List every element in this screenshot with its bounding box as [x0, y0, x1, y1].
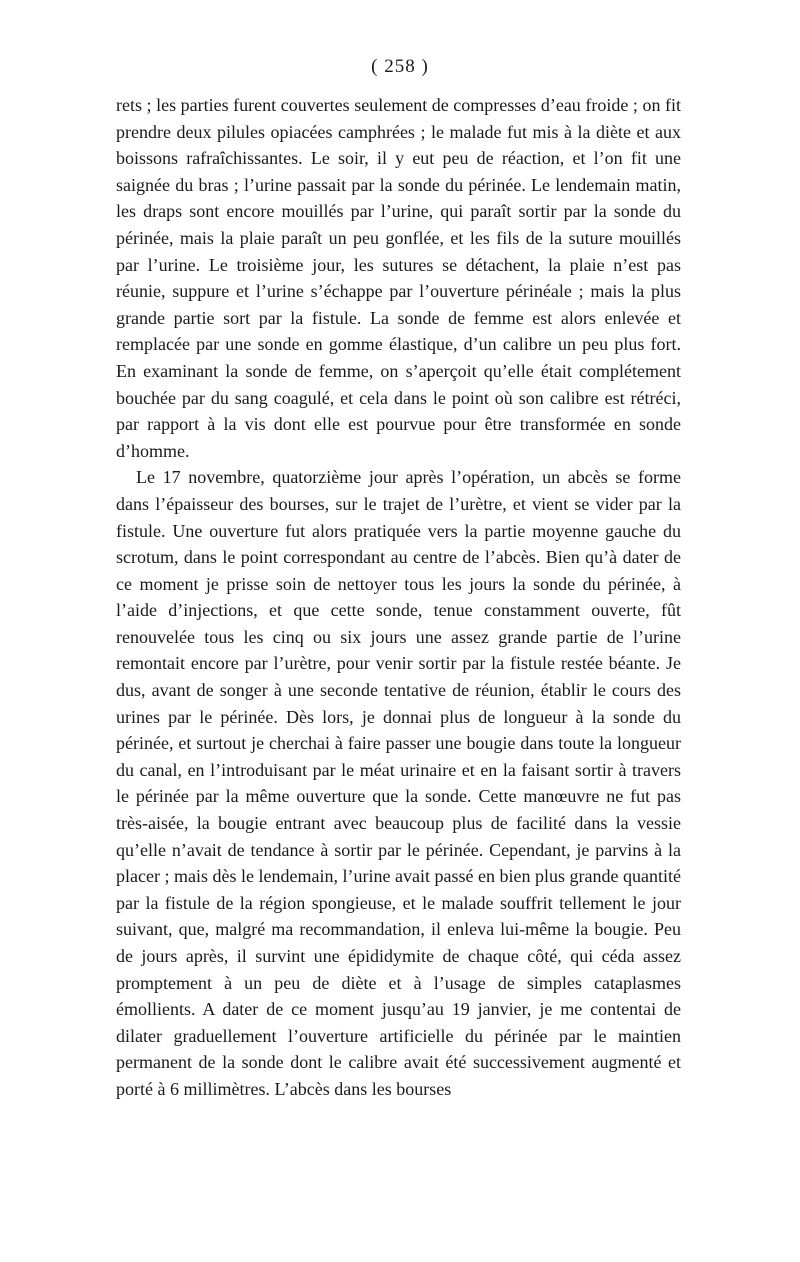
- paragraph-1: rets ; les parties furent couvertes seulement de compresses d’eau froide ; on fit prendre deux pilules opiacées camphrées ; le malade fut mis à la diète et aux boissons rafraîchissantes. Le soir, il y eut peu de réaction, et l’on fit une saignée du bras ; l’urine passait par la sonde du périnée. Le lendemain matin, les draps sont encore mouillés par l’urine, qui paraît sortir par la sonde du périnée, mais la plaie paraît un peu gonflée, et les fils de la suture mouillés par l’urine. Le troisième jour, les sutures se détachent, la plaie n’est pas réunie, suppure et l’urine s’échappe par l’ouverture périnéale ; mais la plus grande partie sort par la fistule. La sonde de femme est alors enlevée et remplacée par une sonde en gomme élastique, d’un calibre un peu plus fort. En examinant la sonde de femme, on s’aperçoit qu’elle était complétement bouchée par du sang coagulé, et cela dans le point où son calibre est rétréci, par rapport à la vis dont elle est pourvue pour être transformée en sonde d’homme.: [116, 95, 681, 461]
- page-number: ( 258 ): [371, 56, 429, 77]
- paragraph-2: Le 17 novembre, quatorzième jour après l’opération, un abcès se forme dans l’épaisseur des bourses, sur le trajet de l’urètre, et vient se vider par la fistule. Une ouverture fut alors pratiquée vers la partie moyenne gauche du scrotum, dans le point correspondant au centre de l’abcès. Bien qu’à dater de ce moment je prisse soin de nettoyer tous les jours la sonde du périnée, à l’aide d’injections, et que cette sonde, tenue constamment ouverte, fût renouvelée tous les cinq ou six jours une assez grande partie de l’urine remontait encore par l’urètre, pour venir sortir par la fistule restée béante. Je dus, avant de songer à une seconde tentative de réunion, établir le cours des urines par le périnée. Dès lors, je donnai plus de longueur à la sonde du périnée, et surtout je cherchai à faire passer une bougie dans toute la longueur du canal, en l’introduisant par le méat urinaire et en la faisant sortir à travers le périnée par la même ouverture que la sonde. Cette manœuvre ne fut pas très-aisée, la bougie entrant avec beaucoup plus de facilité dans la vessie qu’elle n’avait de tendance à sortir par le périnée. Cependant, je parvins à la placer ; mais dès le lendemain, l’urine avait passé en bien plus grande quantité par la fistule de la région spongieuse, et le malade souffrit tellement le jour suivant, que, malgré ma recommandation, il enleva lui-même la bougie. Peu de jours après, il survint une épididymite de chaque côté, qui céda assez promptement à un peu de diète et à l’usage de simples cataplasmes émollients. A dater de ce moment jusqu’au 19 janvier, je me contentai de dilater graduellement l’ouverture artificielle du périnée par le maintien permanent de la sonde dont le calibre avait été successivement augmenté et porté à 6 millimètres. L’abcès dans les bourses: [116, 467, 681, 1099]
- body-text: [116, 92, 681, 1103]
